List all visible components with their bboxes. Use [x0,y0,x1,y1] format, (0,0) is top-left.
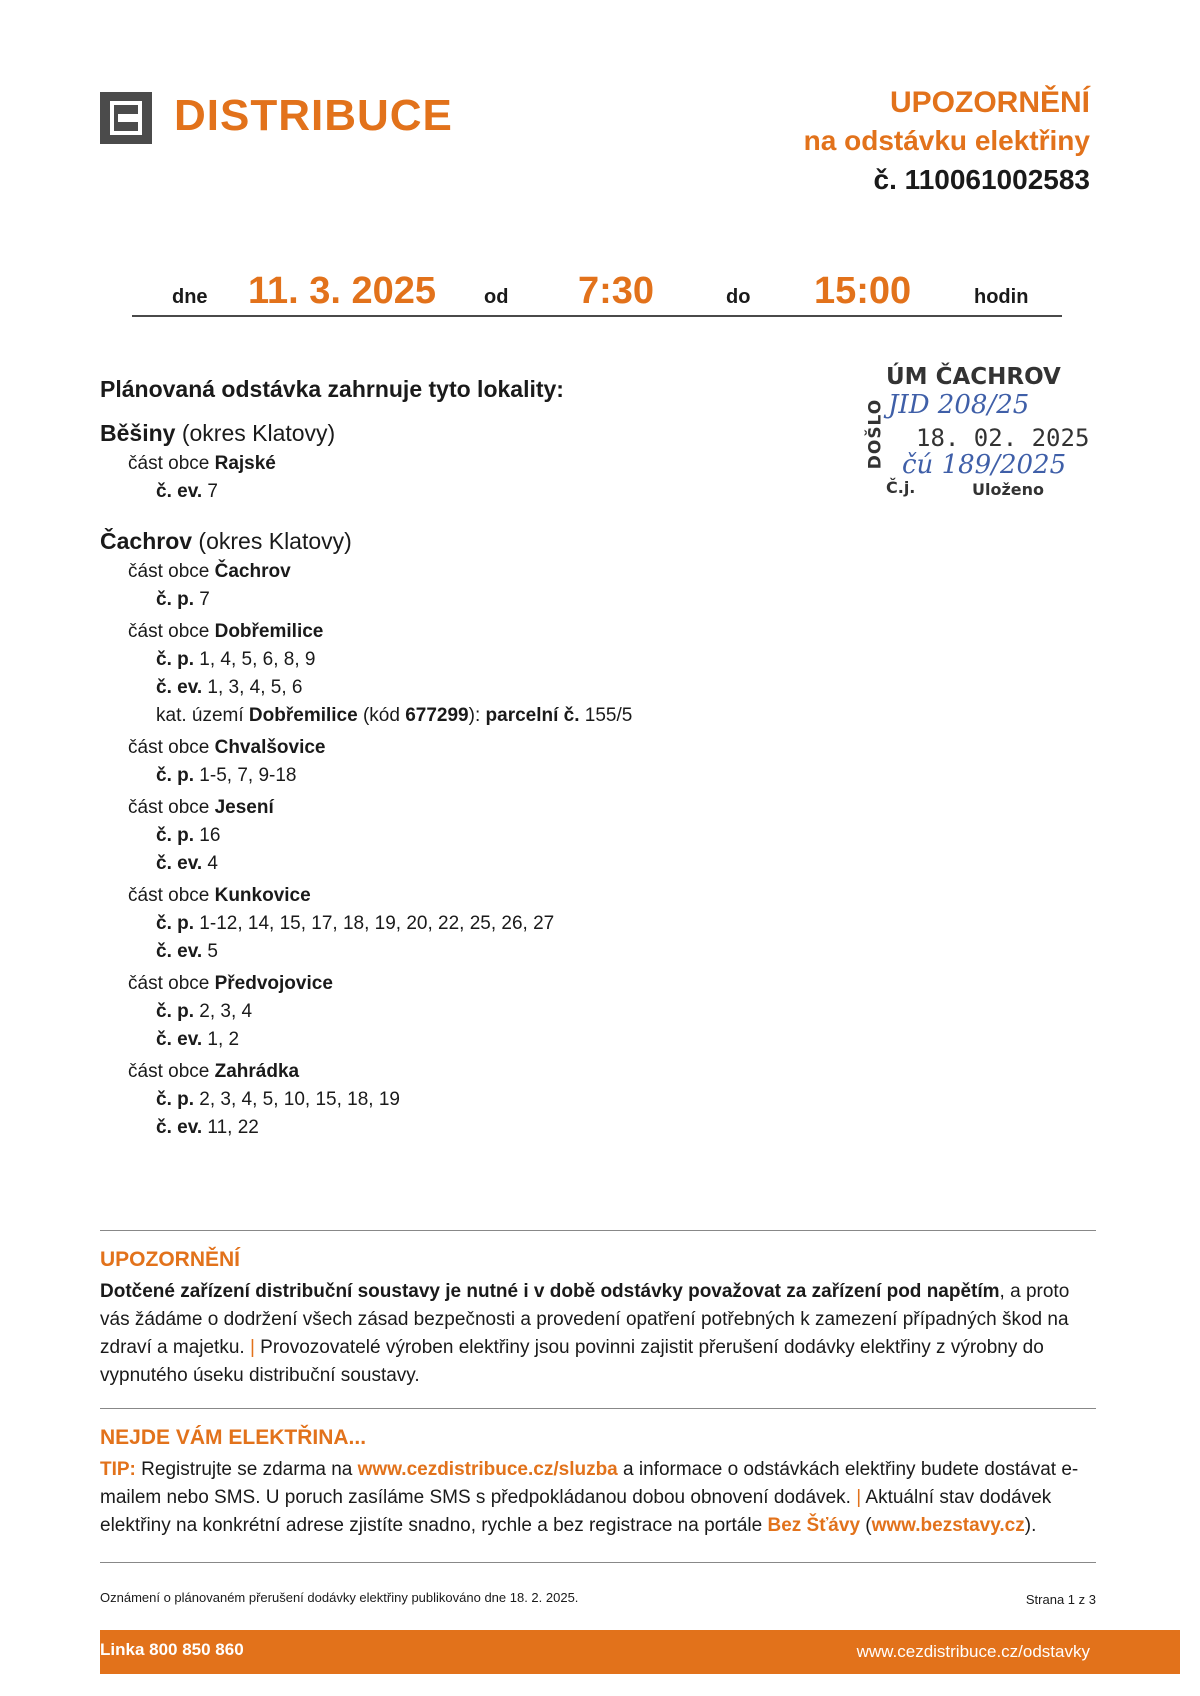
cp-label: č. p. [156,1089,195,1110]
ev-label: č. ev. [156,481,203,502]
part-rajske [100,450,820,478]
part-predvojovice [100,970,820,998]
part-name: Předvojovice [214,973,333,994]
part-prefix: část obce [128,1061,215,1082]
separator-pipe: | [249,1337,255,1358]
part-name: Chvalšovice [214,737,326,758]
ev-label: č. ev. [156,853,203,874]
received-stamp [866,364,1106,504]
town-district: (okres Klatovy) [192,528,352,554]
part-cachrov [100,558,820,586]
town-district: (okres Klatovy) [175,420,336,446]
cp-values: 2, 3, 4, 5, 10, 15, 18, 19 [194,1089,401,1110]
ev-dobremilice [100,674,820,702]
stamp-cj-label: Č.j. [886,478,916,497]
cp-kunkovice [100,910,820,938]
part-jeseni [100,794,820,822]
kod-prefix: (kód [357,705,406,726]
part-name: Zahrádka [214,1061,300,1082]
cp-values: 2, 3, 4 [194,1001,253,1022]
cp-cachrov [100,586,820,614]
warning-text-2: Provozovatelé výroben elektřiny jsou povinni zajistit přerušení dodávky elektřiny z výrobny do vypnutého úseku distribuční soustavy. [100,1337,1044,1386]
outages-link[interactable]: www.cezdistribuce.cz/odstavky [856,1642,1090,1661]
part-prefix: část obce [128,737,215,758]
ev-zahradka [100,1114,820,1142]
ev-values: 1, 3, 4, 5, 6 [202,677,303,698]
do-label: do [726,286,751,308]
part-prefix: část obce [128,797,215,818]
stamp-handwriting-2: čú 189/2025 [902,450,1067,480]
town-name: Běšiny [100,420,176,446]
ev-values: 5 [202,941,218,962]
kod-suffix: ): [468,705,486,726]
warning-bold: Dotčené zařízení distribuční soustavy je nutné i v době odstávky považovat za zařízení pod napětím [100,1281,1000,1302]
tip-text-1: Registrujte se zdarma na [135,1459,358,1480]
hotline: Linka 800 850 860 [100,1640,244,1659]
cez-logo-icon [100,92,152,144]
warning-text-1: , a proto vás žádáme o dodržení všech zásad bezpečnosti a provedení opatření potřebných k zamezení případných škod na zdraví a majetku. [100,1281,1070,1358]
stamp-doslo: DOŠLO [865,398,886,470]
ev-values: 7 [202,481,218,502]
part-name: Kunkovice [214,885,311,906]
cp-jeseni [100,822,820,850]
notice-subtitle: na odstávku elektřiny [803,125,1090,156]
ev-predvojovice [100,1026,820,1054]
part-zahradka [100,1058,820,1086]
cp-label: č. p. [156,765,195,786]
kod-value: 677299 [405,705,469,726]
localities-title: Plánovaná odstávka zahrnuje tyto lokality: [100,376,564,402]
town-besiny [100,416,820,450]
cp-values: 1-12, 14, 15, 17, 18, 19, 20, 22, 25, 26, 27 [194,913,555,934]
tip-text-5: ). [1024,1515,1037,1536]
part-name: Dobřemilice [214,621,324,642]
part-prefix: část obce [128,973,215,994]
cp-label: č. p. [156,589,195,610]
tip-text-3: Aktuální stav dodávek elektřiny na konkrétní adrese zjistíte snadno, rychle a bez registrace na portále [100,1487,1052,1536]
page-number: Strana 1 z 3 [1025,1592,1096,1607]
ev-values: 4 [202,853,218,874]
ev-label: č. ev. [156,1029,203,1050]
cp-dobremilice [100,646,820,674]
separator-pipe: | [856,1487,862,1508]
outage-to: 15:00 [814,270,912,312]
ev-label: č. ev. [156,941,203,962]
part-name: Čachrov [214,561,291,582]
town-name: Čachrov [100,528,193,554]
part-prefix: část obce [128,453,215,474]
localities-section [100,372,820,1142]
parcel-value: 155/5 [579,705,633,726]
cp-label: č. p. [156,825,195,846]
ev-jeseni [100,850,820,878]
part-name: Rajské [214,453,276,474]
bezstavy-link[interactable]: www.bezstavy.cz [871,1515,1025,1536]
notice-number-label: č. [873,164,897,195]
cp-label: č. p. [156,913,195,934]
cp-values: 7 [194,589,210,610]
schedule-line [132,263,1062,317]
cp-chvalsovice [100,762,820,790]
parcel-label: parcelní č. [485,705,580,726]
no-power-text [100,1456,1100,1540]
tip-text-2: a informace o odstávkách elektřiny budete dostávat e-mailem nebo SMS. U poruch zasíláme SMS s předpokládanou dobou obnovení dodávek. [100,1459,1079,1508]
kat-prefix: kat. území [156,705,249,726]
part-name: Jesení [214,797,274,818]
outage-date: 11. 3. 2025 [248,270,437,312]
ev-values: 11, 22 [202,1117,259,1138]
part-prefix: část obce [128,885,215,906]
tip-label: TIP: [100,1459,136,1480]
cp-values: 1-5, 7, 9-18 [194,765,297,786]
tip-text-4: ( [860,1515,872,1536]
part-kunkovice [100,882,820,910]
notice-title: UPOZORNĚNÍ [889,86,1090,119]
stamp-office: ÚM ČACHROV [886,364,1061,390]
cp-values: 1, 4, 5, 6, 8, 9 [194,649,316,670]
stamp-date: 18. 02. 2025 [916,424,1090,452]
cp-zahradka [100,1086,820,1114]
kat-dobremilice [100,702,820,730]
footer-bar [100,1630,1180,1674]
notice-header [804,84,1090,200]
part-prefix: část obce [128,621,215,642]
od-label: od [484,286,509,308]
portal-name: Bez Šťávy [767,1515,861,1536]
ev-label: č. ev. [156,677,203,698]
publication-note: Oznámení o plánovaném přerušení dodávky elektřiny publikováno dne 18. 2. 2025. [100,1590,579,1605]
cp-values: 16 [194,825,221,846]
hodin-label: hodin [974,286,1029,308]
outage-from: 7:30 [578,270,655,312]
cp-predvojovice [100,998,820,1026]
notice-number [804,160,1090,200]
part-chvalsovice [100,734,820,762]
notice-number-value: 110061002583 [904,164,1090,195]
part-prefix: část obce [128,561,215,582]
town-cachrov [100,524,820,558]
dne-label: dne [172,286,208,308]
ev-kunkovice [100,938,820,966]
no-power-title: NEJDE VÁM ELEKTŘINA... [100,1426,367,1449]
kat-name: Dobřemilice [248,705,358,726]
warning-title: UPOZORNĚNÍ [100,1248,241,1271]
service-link[interactable]: www.cezdistribuce.cz/sluzba [357,1459,618,1480]
divider [100,1562,1096,1563]
part-dobremilice [100,618,820,646]
cp-label: č. p. [156,649,195,670]
divider [100,1230,1096,1231]
divider [100,1408,1096,1409]
warning-text [100,1278,1100,1390]
stamp-stored: Uloženo [972,480,1045,499]
cp-label: č. p. [156,1001,195,1022]
ev-rajske [100,478,820,506]
ev-values: 1, 2 [202,1029,240,1050]
stamp-handwriting-1: JID 208/25 [888,390,1030,420]
ev-label: č. ev. [156,1117,203,1138]
brand-name: DISTRIBUCE [174,91,453,140]
